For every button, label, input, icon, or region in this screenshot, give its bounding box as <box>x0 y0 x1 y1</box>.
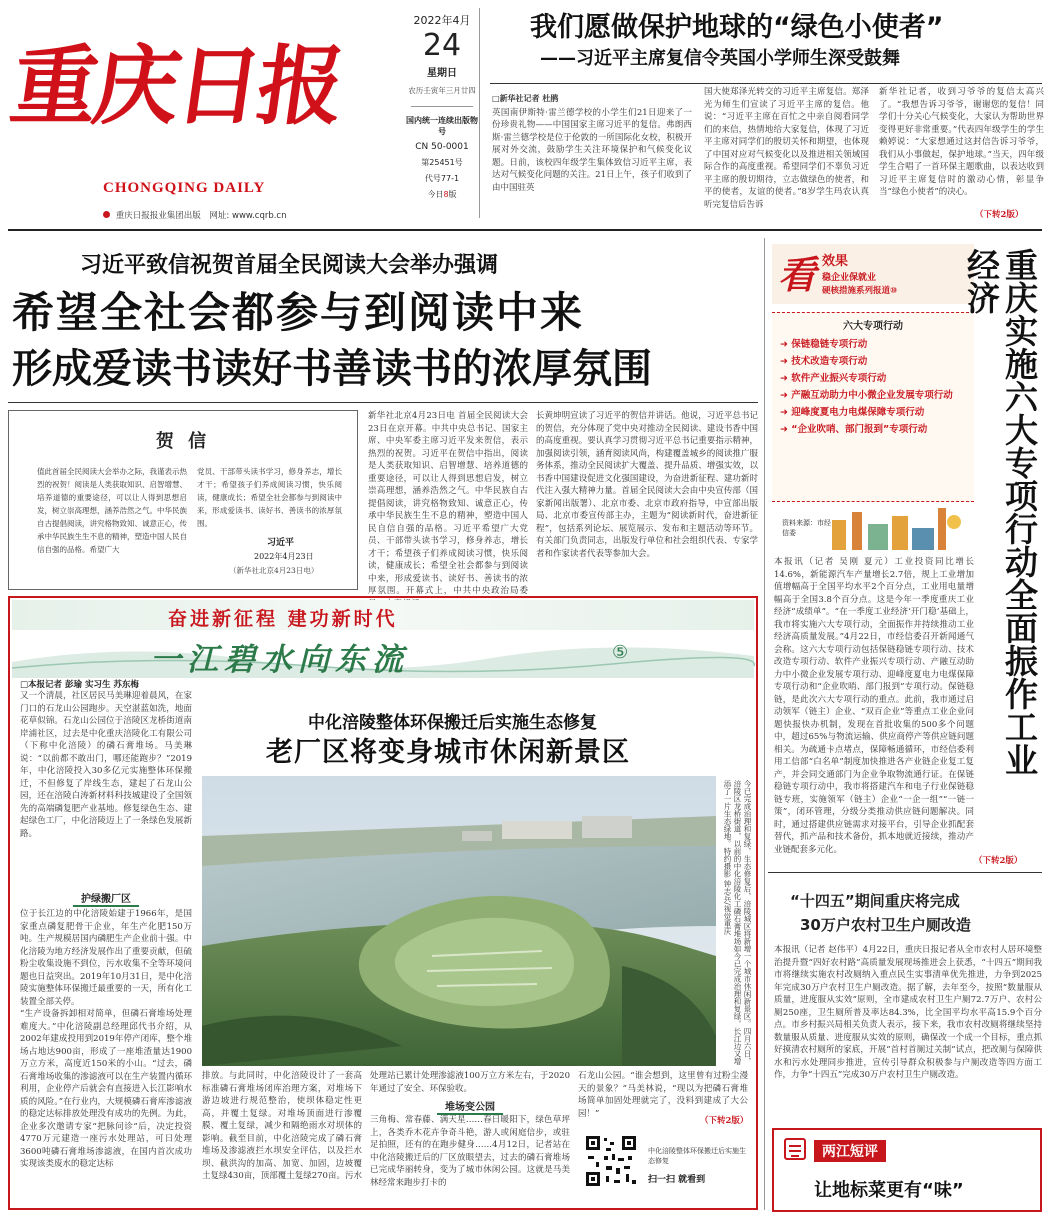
date-box <box>405 8 480 218</box>
feature-continued: （下转2版） <box>700 1116 749 1126</box>
data-source: 资料来源：市经信委 <box>782 519 831 537</box>
top-story-col2: 国大使郑泽光转交的习近平主席复信。郑泽光为师生们宣读了习近平主席的复信。他说：“习近平主席在百忙之中亲自阅看同学们的来信，热情地给大家复信，体现了习近平主席对同学们的殷切关怀和期望，也体现了中国对应对气候变化以及推进相关领域国际合作的高度重视。希望同学们不辜负习近平主席的殷切期待，立志做绿色的使者，和平的使者，友谊的使者。”8岁学生玛农认真听完复信后告诉 <box>704 87 869 210</box>
square-icon: □ <box>20 680 29 690</box>
serial-label: 国内统一连续出版物号 <box>406 116 478 136</box>
commentary-icon <box>784 1138 806 1160</box>
series-logo-char: 看 <box>778 252 817 297</box>
commentary-box <box>772 1128 1042 1212</box>
top-story-byline: □新华社记者 杜鹃 <box>492 93 559 103</box>
action-item-4: ➜ 产融互动助力中小微企业发展专项行动 <box>780 390 953 401</box>
commentary-title: 让地标菜更有“味” <box>814 1180 964 1201</box>
feature-subhead-2: 堆场变公园 <box>370 1098 570 1115</box>
series-title: 一江碧水向东流 <box>150 642 409 678</box>
right-vertical-title: 重庆实施六大专项行动全面振作工业经济 <box>962 248 1039 776</box>
feature-col3-a: 处理站已累计处理渗滤液100万立方米左右，于2020年通过了安全、环保验收。 <box>370 1071 570 1094</box>
aerial-photo-illustration <box>202 776 716 1066</box>
top-story <box>490 10 1042 72</box>
serial-cn: CN 50-0001 <box>415 142 469 152</box>
action-item-2: ➜ 技术改造专项行动 <box>780 356 868 367</box>
top-story-continued: （下转2版） <box>975 210 1024 220</box>
toilet-body: 本报讯（记者 赵伟平）4月22日，重庆日报记者从全市农村人居环境整治提升暨“四好农村路”高质量发展现场推进会上获悉，“十四五”期间我市将继续实施农村改厕纳入重点民生实事清单优先推进，力争到2025年完成30万户农村卫生户厕改造。据了解，去年至今，按照“数量服从质量，进度服从实效”原则，全市建成农村卫生户厕72.7万户、农村公厕250座，卫生厕所普及率达84.3%，比全国平均水平高15.9个百分点。市乡村振兴局相关负责人表示，接下来，我市农村改厕将继续坚持数量服从质量、进度服从实效的原则，确保改一个成一个目标，重点抓好摸清农村厕所的家底，开展“首村首厕过关制”试点，把改厕与保障供水和污水处理同步推进，宣传引导群众积极参与户厕改造等四方面工作，力争“十四五”完成30万户农村卫生户厕改造。 <box>774 945 1042 1080</box>
qr-title: 中化涪陵整体环保搬迁后实施生态修复 <box>648 1147 746 1165</box>
top-story-col3: 新华社记者，收到习爷爷的复信太高兴了。“我想告诉习爷爷，谢谢您的复信！同学们十分关心气候变化，大家认为帮助世界变得更好非常重要。”代表四年级学生的学生赖婷说：“大家想通过这封信告诉习爷爷，我们从小事做起，保护地球。”当天，四年级学生合唱了一首环保主题歌曲，以表达收到习近平主席复信时的激动心情，彰显争当“绿色小使者”的决心。 <box>879 87 1044 197</box>
feature-subhead-1: 护绿搬厂区 <box>20 890 192 907</box>
serial-issue: 第25451号 <box>421 158 463 167</box>
serial-code: 代号77-1 <box>424 174 460 183</box>
feature-banner: 奋进新征程 建功新时代 <box>168 608 398 630</box>
feature-col1-b: 位于长江边的中化涪陵始建于1966年，是国家重点磷复肥骨干企业，年生产化肥150万吨。生产规模居国内磷肥生产企业前十强。中化涪陵为地方经济发展作出了重要贡献，但硫粉尘收集设施不到位，污水收集不全等环境问题也日益突出。2019年10月31日，是中化涪陵实施整体环保搬迁最重要的一天，所有化工装置全部关停。 <box>20 909 192 1007</box>
masthead-logo-english: CHONGQING DAILY <box>103 180 266 196</box>
feature-col3-b: 三角梅、常春藤、满天星……春日暖阳下，绿色草坪上，各类乔木花卉争奇斗艳，游人或闲庭信步，或驻足拍照，还有的在跑步健身……4月12日，记者站在中化涪陵搬迁后的厂区放眼望去，过去的磷石膏堆场已完成华丽转身，变为了城市休闲公园。这就是马美林经常来跑步打卡的 <box>370 1115 570 1188</box>
main-story-col2: 长黄坤明宣读了习近平的贺信并讲话。他说，习近平总书记的贺信，充分体现了党中央对推动全民阅读、建设书香中国的高度重视。要认真学习贯彻习近平总书记重要指示精神，加强阅读引领，涵育阅读风尚，构建覆盖城乡的阅读推广服务体系，推动全民阅读扩大覆盖、提升品质、增强实效，以书香中国建设促进文化强国建设，为奋进新征程、建功新时代注入强大精神力量。首届全民阅读大会由中央宣传部（国家新闻出版署）、北京市委、北京市政府指导，中宣部出版局、北京市委宣传部主办，主题为“阅读新时代，奋进新征程”，包括系列论坛、展览展示、发布和主题活动等环节。有关部门负责同志，出版发行单位和社会组织代表、专家学者和作家读者代表等参加大会。 <box>536 411 758 559</box>
photo-caption: 今已完成治理和复绿，生态修复后，涪陵城区将新增一个城市休闲新景区。四月六日，涪陵区龙桥街道，以前的中化涪陵化工磷石膏堆场如今已完成治理和复绿，长江边又增添了一片生态绿地。特约摄影 钟志兵/视觉重庆 <box>723 780 752 1065</box>
publisher-name: 重庆日报报业集团出版 <box>115 211 201 221</box>
top-story-text-1: 英国南伊斯特·雷兰德学校的小学生们21日迎来了一份珍贵礼物——中国国家主席习近平的复信。弗朗西斯·雷兰德学校是位于伦敦的一所国际化女校，积极开展对外交流，鼓励学生关注环境保护和气候变化议题。日前，该校四年级学生集体致信习近平主席，表达对气候变化问题的关注。21日上午，孩子们收到了由中国驻英 <box>492 107 692 193</box>
date-day: 24 <box>422 28 462 63</box>
feature-kicker: 中化涪陵整体环保搬迁后实施生态修复 <box>308 713 597 733</box>
commentary-column-label: 两江短评 <box>814 1140 886 1162</box>
congrats-letter-box <box>8 410 358 590</box>
actions-box <box>772 312 974 502</box>
right-story-continued: （下转2版） <box>974 856 1023 866</box>
actions-box-title: 六大专项行动 <box>843 321 903 332</box>
feature-col1-a: 又一个清晨，社区居民马美琳迎着晨风，在家门口的石龙山公园跑步。天空湛蓝如洗，地面花草似锦。石龙山公园位于涪陵区龙桥街道南岸浦社区，过去是中化重庆涪陵化工有限公司（下称中化涪陵）的磷石膏堆场。马美琳说：“以前都不敢出门，哪还能跑步？”2019年，中化涪陵投入30多亿元实施整体环保搬迁，不但修复了岸线生态，建起了石龙山公园，还在涪陵白涛新材料科技城建设了全国领先的高端磷复肥产业基地。修复绿色生态、建起绿色工厂，中化涪陵迈上了一条绿色发展新路。 <box>20 691 192 839</box>
page-count: 今日8版 <box>427 190 457 199</box>
square-icon: □ <box>492 93 500 103</box>
main-kicker: 习近平致信祝贺首届全民阅读大会举办强调 <box>80 253 499 278</box>
series-logo-word: 效果 <box>822 254 849 269</box>
series-number: ⑤ <box>612 642 629 663</box>
feature-headline: 老厂区将变身城市休闲新景区 <box>266 737 630 768</box>
congrats-source: （新华社北京4月23日电） <box>229 566 319 575</box>
masthead-logo: 重庆日报 <box>4 36 348 137</box>
publisher-icon <box>103 211 110 218</box>
congrats-date: 2022年4月23日 <box>254 552 314 561</box>
congrats-title: 贺 信 <box>155 431 211 452</box>
date-year-month: 2022年4月 <box>413 14 471 27</box>
congrats-body-right: 党员、干部带头读书学习，修身养志，增长才干；希望孩子们养成阅读习惯，快乐阅读，健康成长；希望全社会都参与到阅读中来，形成爱读书、读好书、善读书的浓厚氛围。 <box>197 467 342 528</box>
main-story-col1: 新华社北京4月23日电 首届全民阅读大会23日在京开幕。中共中央总书记、国家主席、中央军委主席习近平发来贺信，表示热烈的祝贺。习近平在贺信中指出，阅读是人类获取知识、启智增慧、培养道德的重要途径，可以让人得到思想启发，树立崇高理想，涵养浩然之气。中华民族自古提倡阅读，讲究格物致知、诚意正心，传承中华民族生生不息的精神，塑造中国人民自信自强的品格。习近平希望广大党员、干部带头读书学习，修身养志，增长才干；希望孩子们养成阅读习惯，快乐阅读，健康成长；希望全社会都参与到阅读中来，形成爱读书、读好书、善读书的浓厚氛围。开幕式上，中共中央政治局委 <box>368 411 528 596</box>
top-story-col1 <box>492 92 692 220</box>
qr-action: 扫一扫 就看到 <box>648 1175 706 1185</box>
top-story-title: 我们愿做保护地球的“绿色小使者” <box>530 12 944 43</box>
action-item-6: ➜ “企业吹哨、部门报到”专项行动 <box>780 424 928 435</box>
feature-byline: □本报记者 彭瑜 实习生 苏东梅 <box>20 680 139 690</box>
main-headline-1: 希望全社会都参与到阅读中来 <box>12 288 585 337</box>
action-item-3: ➜ 软件产业振兴专项行动 <box>780 373 887 384</box>
website: 网址: www.cqrb.cn <box>209 211 287 221</box>
publisher-line <box>103 209 287 221</box>
congrats-body-left: 值此首届全民阅读大会举办之际，我谨表示热烈的祝贺！阅读是人类获取知识、启智增慧、培养道德的重要途径，可以让人得到思想启发，树立崇高理想，涵养浩然之气。中华民族自古提倡阅读，讲究格物致知、诚意正心，传承中华民族生生不息的精神，塑造中国人民自信自强的品格。希望广大 <box>37 467 187 554</box>
feature-col1-c: “生产设备拆卸相对简单，但磷石膏堆场处理难度大。”中化涪陵副总经理邱代书介绍，从2002年建成投用到2019年停产闭库，整个堆场占地达900亩，形成了一座堆渣量达1900万立方米，高度近150米的小山。“过去，磷石膏堆场收集的渗滤液可以在生产装置内循环利用，企业停产后就会有直接进入长江影响水质的风险。”在行业内，大规模磷石膏库渗滤液的稳定达标排放处理没有成功的先例。为此，企业多次邀请专家“把脉问诊”后，决定投资4770万元建造一座污水处理站，可日处理3600吨磷石膏堆场渗滤液，在国内首次成功实现该类废水的稳定达标 <box>20 1009 192 1169</box>
feature-photo <box>202 776 716 1066</box>
toilet-title-2: 30万户农村卫生户厕改造 <box>800 916 971 934</box>
toilet-title-1: “十四五”期间重庆将完成 <box>790 892 960 910</box>
top-story-subtitle: ——习近平主席复信令英国小学师生深受鼓舞 <box>540 48 900 69</box>
date-lunar: 农历壬寅年三月廿四 <box>408 86 476 95</box>
congrats-signature: 习近平 <box>267 538 295 548</box>
action-item-5: ➜ 迎峰度夏电力电煤保障专项行动 <box>780 407 925 418</box>
main-headline-2: 形成爱读书读好书善读书的浓厚氛围 <box>12 346 652 392</box>
action-item-1: ➜ 保链稳链专项行动 <box>780 339 868 350</box>
actions-list <box>780 336 974 438</box>
feature-col4-a: 石龙山公园。“谁会想到，这里曾有过粉尘漫天的景象？”马美林说，“现以为把磷石膏堆场简单加固处理就完了，没料到建成了大公园！” <box>578 1071 748 1119</box>
series-logo <box>772 244 974 304</box>
series-line2: 硬核措施系列报道⑩ <box>822 286 898 296</box>
right-story-body: 本报讯（记者 吴刚 夏元）工业投资同比增长14.6%，新能源汽车产量增长2.7倍，规上工业增加值增幅高于全国平均水平2个百分点，工业用电量增幅高于全国3.8个百分点。这是今年一季度重庆工业经济“成绩单”。“在一季度工业经济‘开门稳’基础上，我市将实施六大专项行动，全面振作并持续推动工业经济高质量发展。”4月22日，市经信委召开新闻通气会称。这六大专项行动包括保链稳链专项行动、技术改造专项行动、软件产业振兴专项行动、产融互动助力中小微企业发展专项行动、迎峰度夏电力电煤保障专项行动和“企业吹哨、部门报到”专项行动。保链稳链，是此次六大专项行动的重点。此前，我市通过启动领军（链主）企业、“双百企业”等重点工业企业问题快报快办机制，发现在首批收集的500多个问题中，超过65%与物流运输、供应商停产等供应链问题相关。为疏通卡点堵点，保障畅通循环，市经信委利用工信部“白名单”制度加快推进各产业链企业复工复产，并会同交通部门为企业争取物流通行证。在保链稳链专项行动中，我市将搭建汽车和电子行业保链稳链专班，实施领军（链主）企业“一企一组”“一链一策”，闭环管理，分级分类推动供应链问题解决。同时，通过搭建供应链需求对接平台，引导企业抓配套替代，抓产品和技术备份，抓本地就近接续，推动产业链配套多元化。 <box>774 557 974 855</box>
qr-code-icon <box>584 1134 638 1188</box>
date-weekday: 星期日 <box>427 68 457 79</box>
qr-code[interactable] <box>584 1134 638 1188</box>
feature-col2: 排放。与此同时，中化涪陵设计了一套高标准磷石膏堆场闭库治理方案，对堆场下游边坡进行规范整治，使坝体稳定性更高，并覆土复绿。对堆场顶面进行渗覆膜、覆土复绿，减少和隔绝雨水对坝体的影响。截至目前，中化涪陵完成了磷石膏堆场及渗滤液拦水坝安全评估，以及拦水坝、截洪沟的加高、加宽、加固，边坡覆土复绿430亩，顶部覆土复绿270亩。污水 <box>202 1071 362 1181</box>
series-line1: 稳企业保就业 <box>822 273 877 283</box>
masthead <box>4 6 403 226</box>
